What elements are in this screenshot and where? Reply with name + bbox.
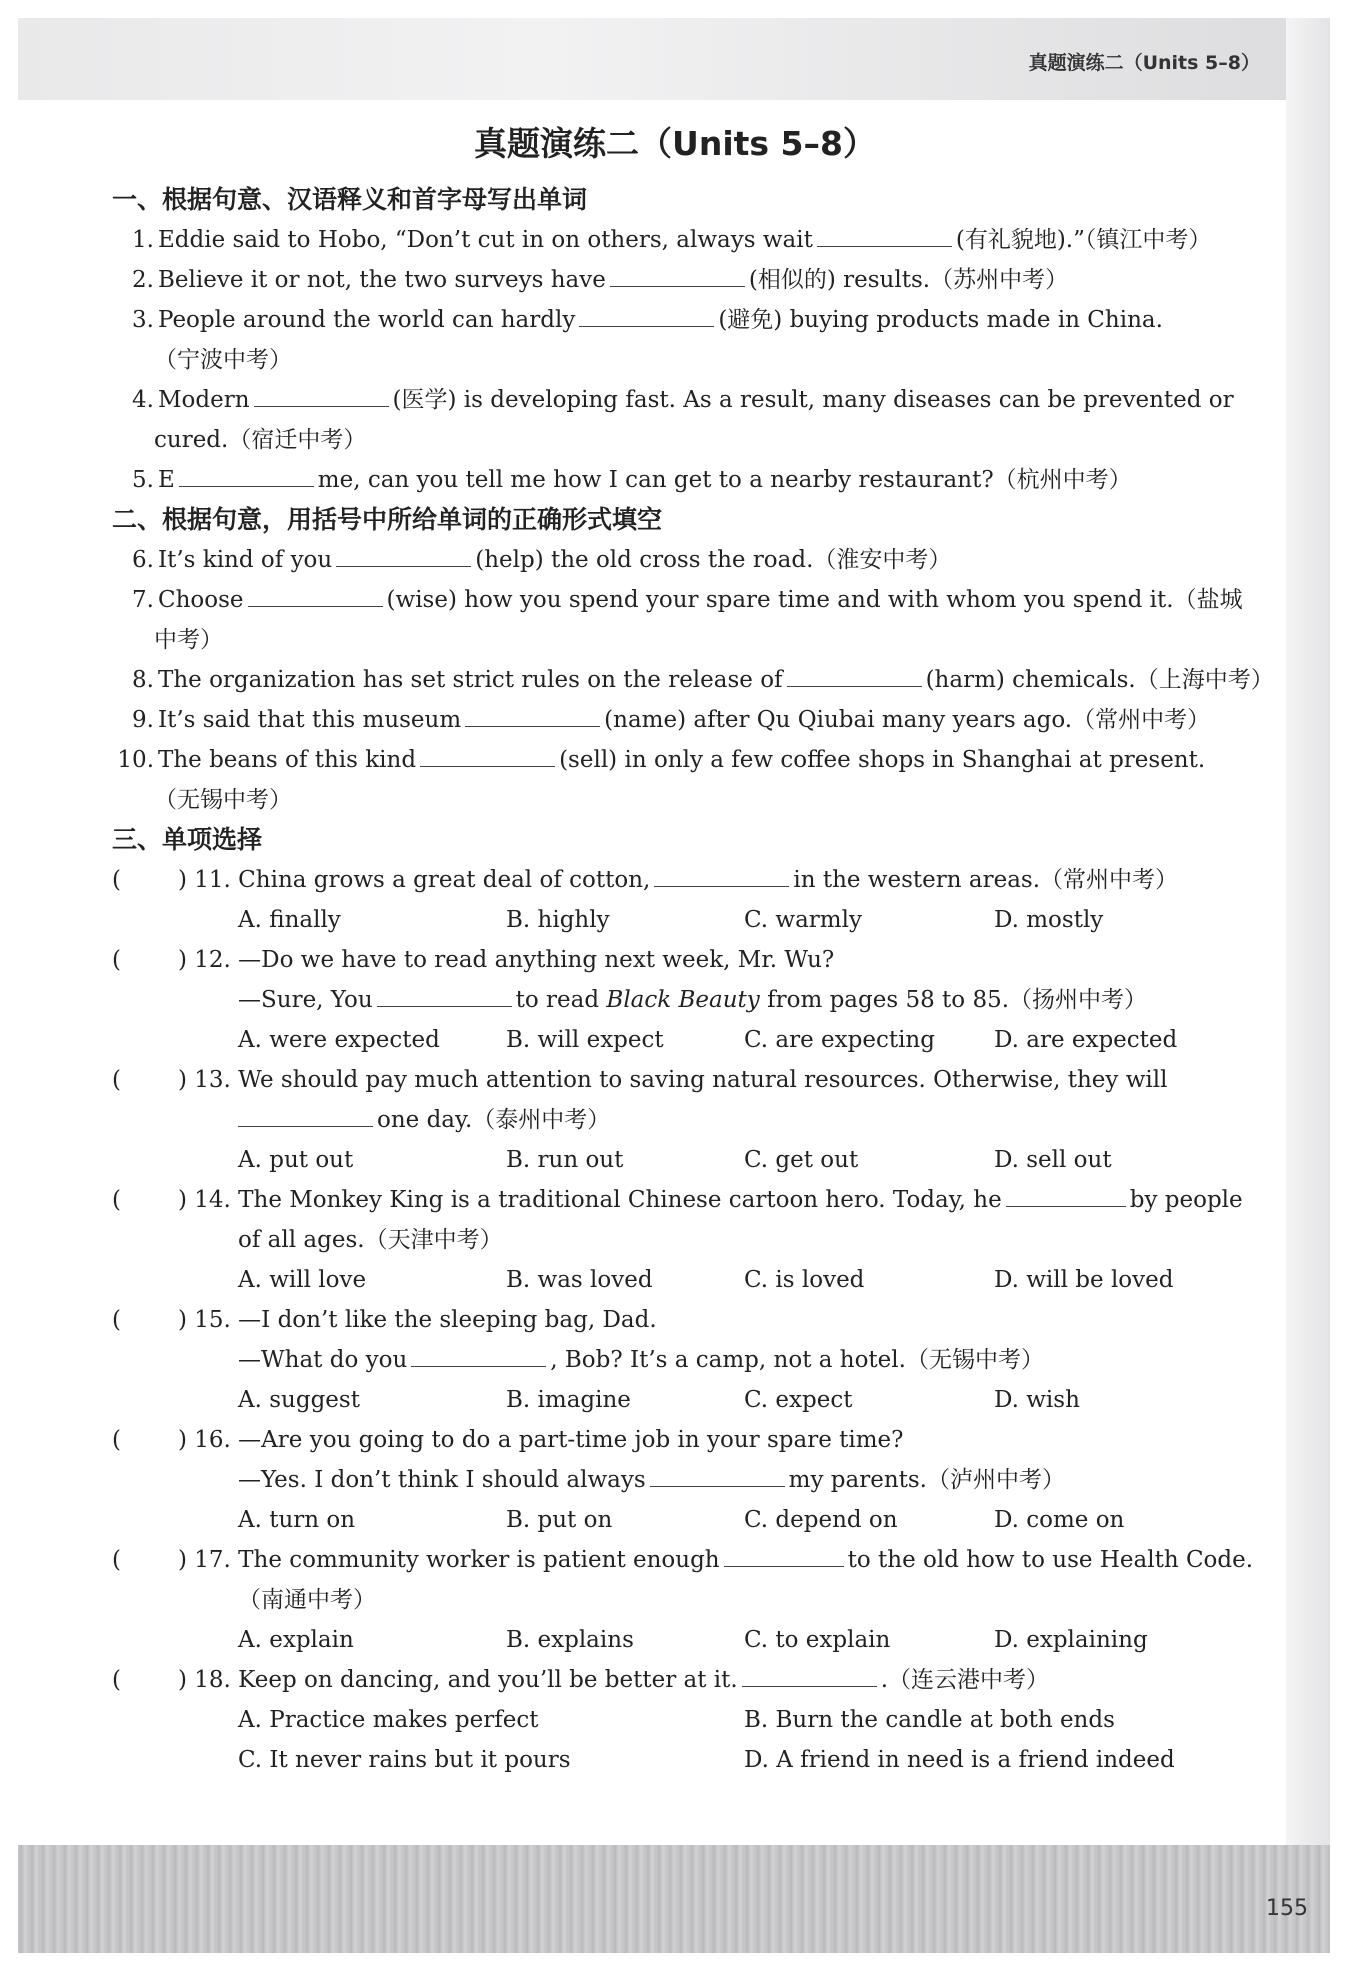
- options-17: [112, 1620, 1262, 1660]
- question-7-continued: 中考）: [154, 627, 223, 653]
- question-3-continued: （宁波中考）: [154, 347, 292, 373]
- option-d[interactable]: D. A friend in need is a friend indeed: [744, 1747, 1175, 1773]
- option-a[interactable]: A. will love: [238, 1267, 367, 1293]
- option-a[interactable]: A. put out: [238, 1147, 354, 1173]
- answer-blank-17: [724, 1542, 844, 1567]
- question-17-line-2: （南通中考）: [238, 1587, 376, 1613]
- answer-blank-13: [238, 1102, 373, 1127]
- options-15: [112, 1380, 1262, 1420]
- question-5: 5. E me, can you tell me how I can get to a nearby restaurant?（杭州中考）: [112, 460, 1262, 500]
- option-b[interactable]: B. put on: [506, 1507, 613, 1533]
- question-18: ( ) 18. Keep on dancing, and you’ll be better at it. .（连云港中考）: [112, 1660, 1262, 1700]
- answer-blank-3[interactable]: [579, 302, 714, 327]
- page-number: 155: [1266, 1896, 1308, 1921]
- question-4-continued: cured.（宿迁中考）: [154, 427, 367, 453]
- question-17: ( ) 17. The community worker is patient enough to the old how to use Health Code.: [112, 1540, 1262, 1580]
- question-10-continued: （无锡中考）: [154, 787, 292, 813]
- options-13: [112, 1140, 1262, 1180]
- answer-blank-11: [654, 862, 789, 887]
- option-d[interactable]: D. are expected: [994, 1027, 1178, 1053]
- options-18-row-1: [112, 1700, 1262, 1740]
- answer-blank-18: [742, 1662, 877, 1687]
- answer-blank-2[interactable]: [610, 262, 745, 287]
- question-9: 9. It’s said that this museum (name) after Qu Qiubai many years ago.（常州中考）: [112, 700, 1262, 740]
- options-18-row-2: [112, 1740, 1262, 1780]
- answer-blank-14: [1006, 1182, 1126, 1207]
- question-11: ( ) 11. China grows a great deal of cotton, in the western areas.（常州中考）: [112, 860, 1262, 900]
- option-d[interactable]: D. sell out: [994, 1147, 1112, 1173]
- answer-blank-1[interactable]: [817, 222, 952, 247]
- option-c[interactable]: C. is loved: [744, 1267, 865, 1293]
- question-6: 6. It’s kind of you (help) the old cross the road.（淮安中考）: [112, 540, 1262, 580]
- option-a[interactable]: A. turn on: [238, 1507, 356, 1533]
- question-1: 1. Eddie said to Hobo, “Don’t cut in on others, always wait (有礼貌地).”（镇江中考）: [112, 220, 1262, 260]
- answer-blank-8[interactable]: [787, 662, 922, 687]
- question-15-line-2: —What do you , Bob? It’s a camp, not a hotel.（无锡中考）: [112, 1340, 1262, 1380]
- answer-blank-5[interactable]: [179, 462, 314, 487]
- options-11: [112, 900, 1262, 940]
- question-13: ( ) 13. We should pay much attention to saving natural resources. Otherwise, they will: [112, 1060, 1262, 1100]
- options-12: [112, 1020, 1262, 1060]
- answer-paren[interactable]: (: [112, 867, 121, 893]
- options-14: [112, 1260, 1262, 1300]
- option-c[interactable]: C. to explain: [744, 1627, 891, 1653]
- option-c[interactable]: C. depend on: [744, 1507, 898, 1533]
- scan-right-edge: [1286, 18, 1330, 1953]
- option-b[interactable]: B. Burn the candle at both ends: [744, 1707, 1115, 1733]
- question-12: ( ) 12. —Do we have to read anything next week, Mr. Wu?: [112, 940, 1262, 980]
- worksheet-content: [112, 180, 1274, 1780]
- answer-paren[interactable]: (: [112, 1067, 121, 1093]
- option-d[interactable]: D. will be loved: [994, 1267, 1174, 1293]
- option-d[interactable]: D. come on: [994, 1507, 1125, 1533]
- option-b[interactable]: B. was loved: [506, 1267, 653, 1293]
- answer-blank-10[interactable]: [420, 742, 555, 767]
- answer-paren[interactable]: (: [112, 1307, 121, 1333]
- scan-bottom-edge: [18, 1845, 1330, 1953]
- answer-blank-9[interactable]: [465, 702, 600, 727]
- answer-paren[interactable]: (: [112, 947, 121, 973]
- option-d[interactable]: D. mostly: [994, 907, 1104, 933]
- answer-paren[interactable]: (: [112, 1547, 121, 1573]
- answer-blank-15: [411, 1342, 546, 1367]
- running-head: 真题演练二（Units 5–8）: [1028, 52, 1260, 74]
- answer-paren[interactable]: (: [112, 1187, 121, 1213]
- question-16-line-2: —Yes. I don’t think I should always my parents.（泸州中考）: [112, 1460, 1262, 1500]
- option-a[interactable]: A. Practice makes perfect: [238, 1707, 539, 1733]
- option-d[interactable]: D. wish: [994, 1387, 1080, 1413]
- section-2-heading: 二、根据句意，用括号中所给单词的正确形式填空: [112, 505, 663, 534]
- section-1-heading: 一、根据句意、汉语释义和首字母写出单词: [112, 185, 588, 214]
- question-8: 8. The organization has set strict rules on the release of (harm) chemicals.（上海中考）: [112, 660, 1262, 700]
- option-c[interactable]: C. It never rains but it pours: [238, 1747, 571, 1773]
- option-c[interactable]: C. expect: [744, 1387, 853, 1413]
- answer-blank-6[interactable]: [336, 542, 471, 567]
- option-a[interactable]: A. were expected: [238, 1027, 440, 1053]
- option-b[interactable]: B. will expect: [506, 1027, 664, 1053]
- answer-paren[interactable]: (: [112, 1427, 121, 1453]
- option-b[interactable]: B. imagine: [506, 1387, 631, 1413]
- answer-blank-4[interactable]: [254, 382, 389, 407]
- option-d[interactable]: D. explaining: [994, 1627, 1148, 1653]
- option-c[interactable]: C. warmly: [744, 907, 862, 933]
- section-3-heading: 三、单项选择: [112, 825, 263, 854]
- option-a[interactable]: A. explain: [238, 1627, 354, 1653]
- option-b[interactable]: B. explains: [506, 1627, 634, 1653]
- question-12-line-2: —Sure, You to read Black Beauty from pages 58 to 85.（扬州中考）: [112, 980, 1262, 1020]
- answer-blank-12: [377, 982, 512, 1007]
- option-c[interactable]: C. get out: [744, 1147, 859, 1173]
- option-c[interactable]: C. are expecting: [744, 1027, 935, 1053]
- question-16: ( ) 16. —Are you going to do a part-time job in your spare time?: [112, 1420, 1262, 1460]
- question-3: 3. People around the world can hardly (避免) buying products made in China.: [112, 300, 1262, 340]
- question-14: ( ) 14. The Monkey King is a traditional Chinese cartoon hero. Today, he by people: [112, 1180, 1262, 1220]
- option-b[interactable]: B. highly: [506, 907, 610, 933]
- option-b[interactable]: B. run out: [506, 1147, 624, 1173]
- question-2: 2. Believe it or not, the two surveys have (相似的) results.（苏州中考）: [112, 260, 1262, 300]
- answer-blank-16: [650, 1462, 785, 1487]
- option-a[interactable]: A. finally: [238, 907, 341, 933]
- question-14-line-2: of all ages.（天津中考）: [238, 1227, 503, 1253]
- question-7: 7. Choose (wise) how you spend your spare time and with whom you spend it.（盐城: [112, 580, 1262, 620]
- question-13-line-2: one day.（泰州中考）: [112, 1100, 1262, 1140]
- answer-paren[interactable]: (: [112, 1667, 121, 1693]
- options-16: [112, 1500, 1262, 1540]
- option-a[interactable]: A. suggest: [238, 1387, 360, 1413]
- page-title: 真题演练二（Units 5–8）: [474, 124, 876, 163]
- question-4: 4. Modern (医学) is developing fast. As a result, many diseases can be prevented or: [112, 380, 1262, 420]
- question-15: ( ) 15. —I don’t like the sleeping bag, Dad.: [112, 1300, 1262, 1340]
- question-10: 10. The beans of this kind (sell) in only a few coffee shops in Shanghai at present.: [112, 740, 1262, 780]
- answer-blank-7[interactable]: [248, 582, 383, 607]
